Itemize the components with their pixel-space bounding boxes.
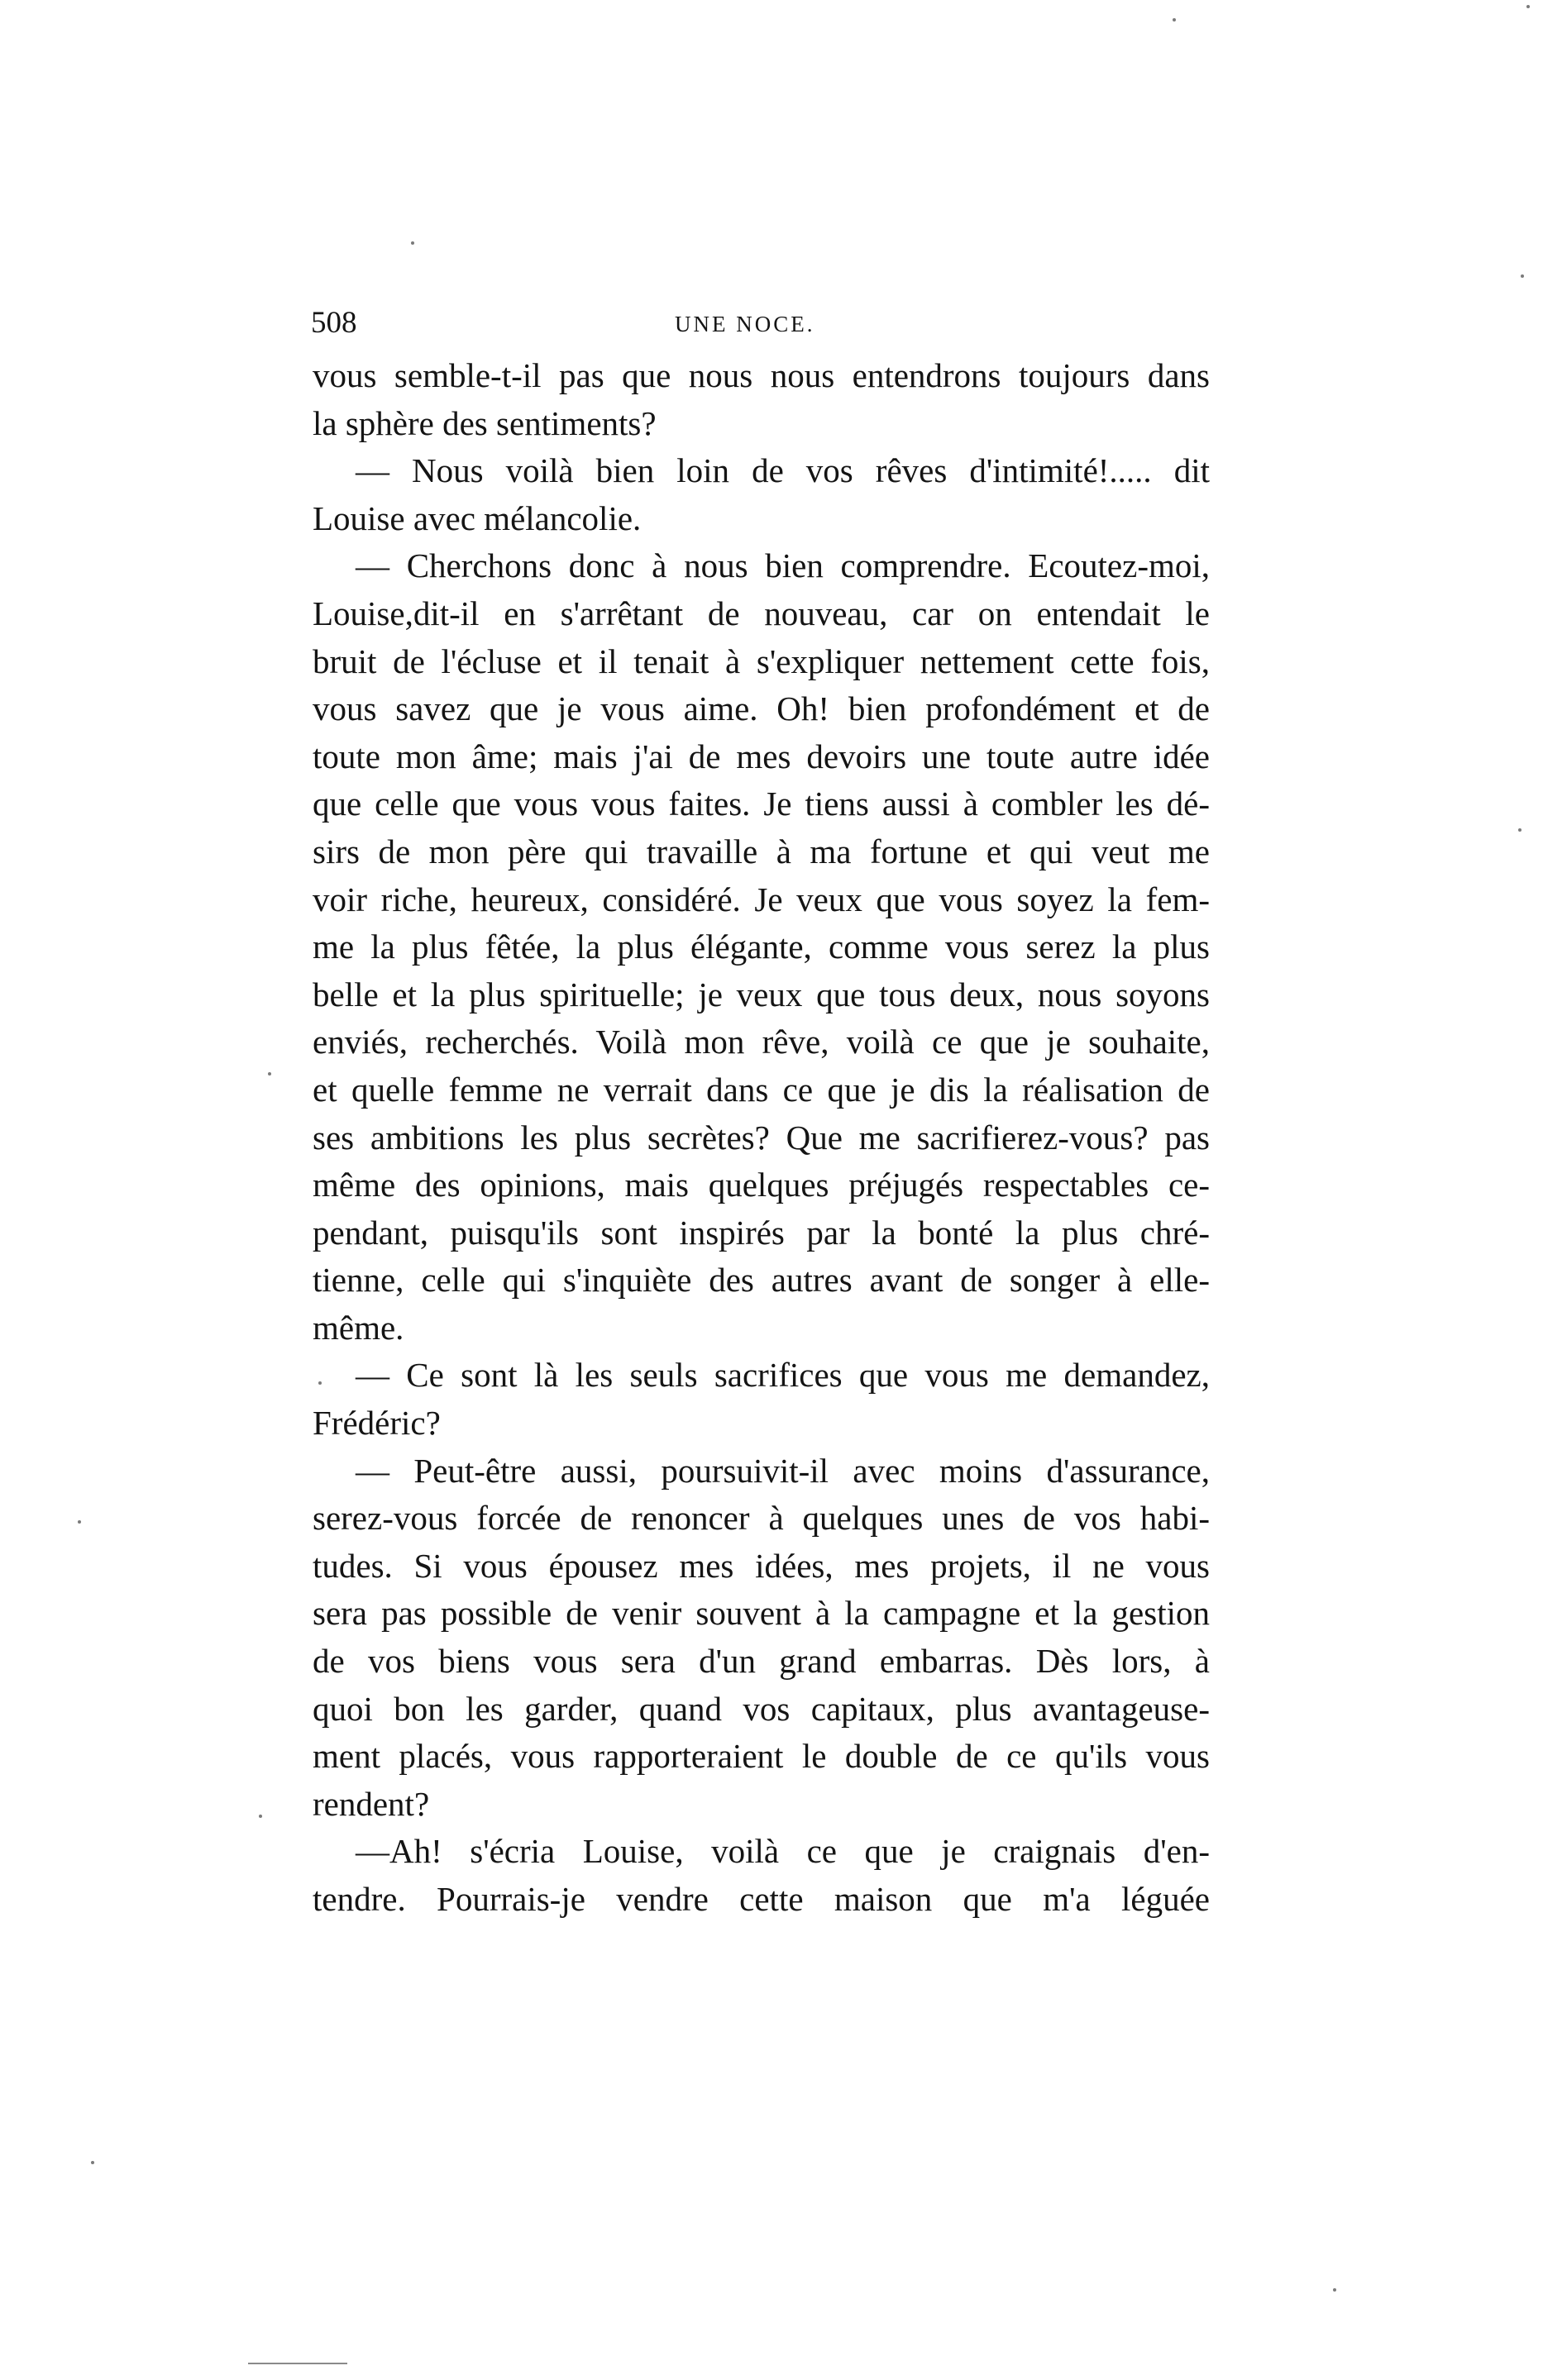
paper-speck <box>1173 18 1176 21</box>
text-line: — Nous voilà bien loin de vos rêves d'intimité!..... dit <box>356 451 1210 490</box>
text-line: de vos biens vous sera d'un grand embarras. Dès lors, à <box>313 1642 1210 1681</box>
paper-speck <box>318 1381 322 1385</box>
text-line: même. <box>313 1308 404 1347</box>
bottom-rule <box>248 2363 347 2364</box>
text-line: —Ah! s'écria Louise, voilà ce que je craignais d'en- <box>356 1832 1210 1871</box>
text-line: même des opinions, mais quelques préjugés respectables ce- <box>313 1166 1210 1204</box>
text-line: la sphère des sentiments? <box>313 403 657 442</box>
text-line: Frédéric? <box>313 1404 441 1443</box>
page-header <box>311 303 1208 352</box>
text-line: Louise,dit-il en s'arrêtant de nouveau, car on entendait le <box>313 594 1210 632</box>
text-line: sera pas possible de venir souvent à la campagne et la gestion <box>313 1594 1210 1633</box>
text-line: enviés, recherchés. Voilà mon rêve, voilà ce que je souhaite, <box>313 1023 1210 1061</box>
paper-speck <box>1518 828 1522 832</box>
text-line: tendre. Pourrais-je vendre cette maison que m'a léguée <box>313 1880 1210 1918</box>
paper-speck <box>259 1815 262 1818</box>
text-line: quoi bon les garder, quand vos capitaux, plus avantageuse- <box>313 1689 1210 1728</box>
text-line: me la plus fêtée, la plus élégante, comme vous serez la plus <box>313 928 1210 966</box>
text-line: — Ce sont là les seuls sacrifices que vous me demandez, <box>356 1356 1210 1395</box>
paper-speck <box>91 2161 94 2164</box>
text-line: ses ambitions les plus secrètes? Que me sacrifierez-vous? pas <box>313 1118 1210 1157</box>
paper-speck <box>1521 274 1524 278</box>
text-line: serez-vous forcée de renoncer à quelques unes de vos habi- <box>313 1499 1210 1538</box>
text-line: et quelle femme ne verrait dans ce que je dis la réalisation de <box>313 1070 1210 1109</box>
text-line: Louise avec mélancolie. <box>313 498 642 537</box>
paper-speck <box>1526 5 1530 8</box>
text-line: — Cherchons donc à nous bien comprendre. Ecoutez-moi, <box>356 546 1210 585</box>
text-line: — Peut-être aussi, poursuivit-il avec moins d'assurance, <box>356 1451 1210 1490</box>
text-line: tienne, celle qui s'inquiète des autres avant de songer à elle- <box>313 1261 1210 1300</box>
page-number: 508 <box>311 306 357 340</box>
text-line: bruit de l'écluse et il tenait à s'expliquer nettement cette fois, <box>313 642 1210 680</box>
text-line: ment placés, vous rapporteraient le double de ce qu'ils vous <box>313 1737 1210 1776</box>
running-title: UNE NOCE. <box>675 312 815 336</box>
body-text <box>313 352 1210 1924</box>
paper-speck <box>411 241 414 245</box>
text-line: belle et la plus spirituelle; je veux que tous deux, nous soyons <box>313 975 1210 1014</box>
text-line: rendent? <box>313 1784 430 1823</box>
text-line: toute mon âme; mais j'ai de mes devoirs une toute autre idée <box>313 737 1210 775</box>
paper-speck <box>1333 2288 1336 2292</box>
paper-speck <box>78 1520 81 1524</box>
text-line: voir riche, heureux, considéré. Je veux que vous soyez la fem- <box>313 880 1210 918</box>
text-line: que celle que vous vous faites. Je tiens aussi à combler les dé- <box>313 785 1210 823</box>
text-line: vous savez que je vous aime. Oh! bien profondément et de <box>313 689 1210 728</box>
text-line: vous semble-t-il pas que nous nous entendrons toujours dans <box>313 356 1210 394</box>
text-line: pendant, puisqu'ils sont inspirés par la bonté la plus chré- <box>313 1213 1210 1252</box>
text-line: sirs de mon père qui travaille à ma fortune et qui veut me <box>313 832 1210 870</box>
paper-speck <box>268 1072 271 1076</box>
text-line: tudes. Si vous épousez mes idées, mes projets, il ne vous <box>313 1546 1210 1585</box>
